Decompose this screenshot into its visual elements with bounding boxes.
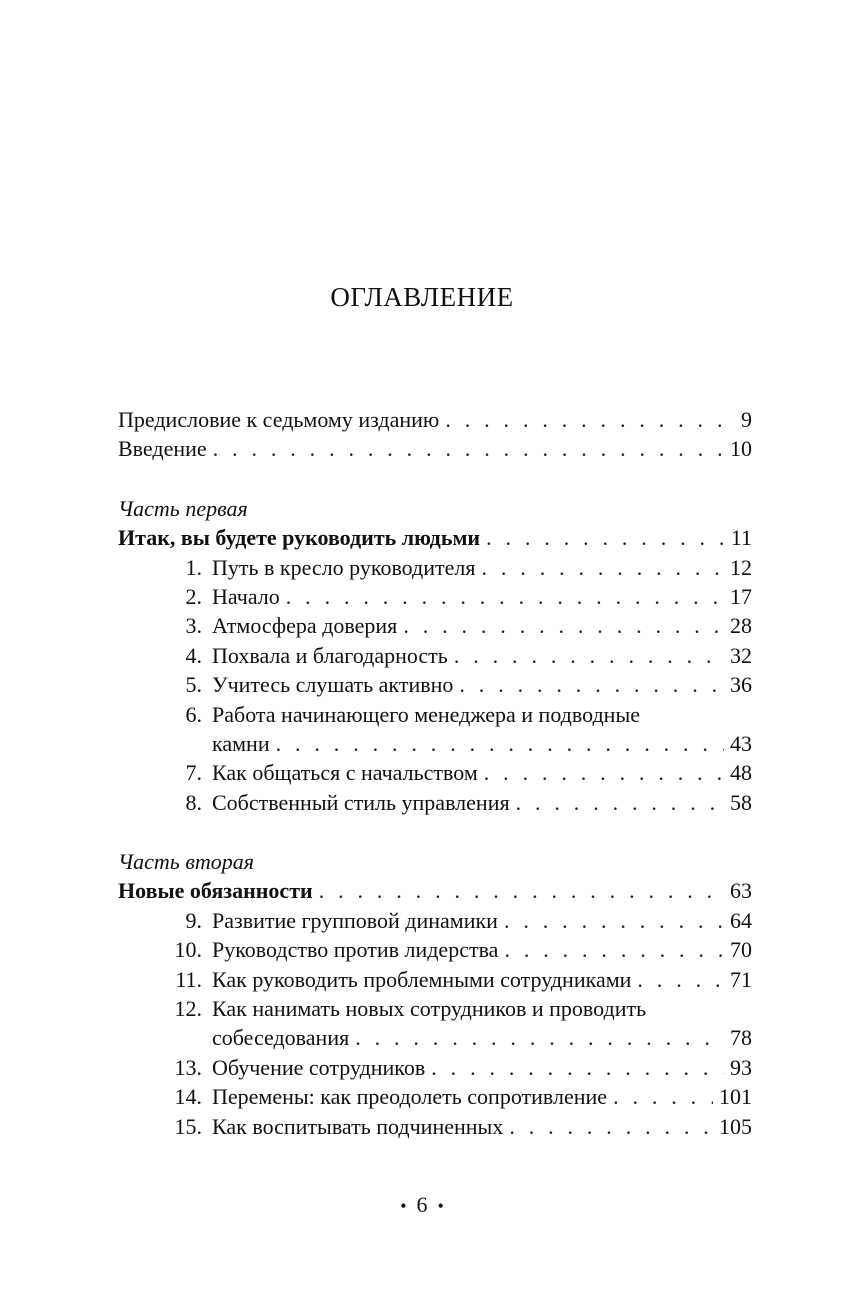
chapter-number: 8.: [185, 789, 202, 815]
toc-page-number: 12: [730, 554, 752, 580]
dot-leader: [504, 906, 724, 935]
chapter-title: Как воспитывать подчиненных: [212, 1113, 504, 1139]
toc-page-number: 93: [730, 1054, 752, 1080]
chapter-title: Собственный стиль управления: [212, 789, 510, 815]
dot-leader: [431, 1053, 724, 1082]
chapter-number: 10.: [174, 937, 202, 963]
toc-chapter: [118, 788, 752, 817]
toc-page-number: 63: [730, 878, 752, 904]
chapter-number: 1.: [185, 554, 202, 580]
toc-chapter: [118, 906, 752, 935]
dot-leader: [286, 582, 724, 611]
dot-leader: [213, 434, 724, 463]
chapter-title: Работа начинающего менеджера и подводные: [212, 701, 640, 727]
chapter-title-continuation: собеседования: [212, 1025, 350, 1051]
toc-page-number: 9: [741, 407, 752, 432]
toc-page-number: 43: [730, 730, 752, 756]
dot-leader: [516, 788, 724, 817]
toc-entry-preface: [118, 405, 752, 434]
toc-entry-text: Предисловие к седьмому изданию: [118, 407, 440, 432]
chapter-number: 7.: [185, 760, 202, 786]
dot-leader: [484, 758, 724, 787]
toc-page-number: 36: [730, 672, 752, 698]
toc-page-number: 105: [719, 1113, 752, 1139]
chapter-title: Похвала и благодарность: [212, 642, 448, 668]
chapter-number: 2.: [185, 583, 202, 609]
toc-page-number: 58: [730, 789, 752, 815]
dot-leader: [459, 670, 724, 699]
toc-chapter: [118, 1112, 752, 1141]
toc-chapter: [118, 700, 752, 729]
chapter-number: 6.: [185, 701, 202, 727]
chapter-number: 5.: [185, 672, 202, 698]
toc-chapter: [118, 1082, 752, 1111]
toc-chapter: [118, 611, 752, 640]
toc-chapter: [118, 582, 752, 611]
toc-page-number: 78: [730, 1025, 752, 1051]
toc-page-number: 10: [730, 436, 752, 462]
dot-leader: [403, 611, 724, 640]
dot-leader: [454, 641, 724, 670]
toc-chapter: [118, 965, 752, 994]
dot-leader: [509, 1112, 713, 1141]
chapter-number: 15.: [174, 1113, 202, 1139]
toc-chapter: [118, 553, 752, 582]
toc-page-number: 71: [730, 966, 752, 992]
bullet-icon: •: [437, 1196, 444, 1216]
page-footer: [0, 1192, 844, 1218]
chapter-title: Обучение сотрудников: [212, 1054, 426, 1080]
chapter-number: 14.: [174, 1084, 202, 1110]
part-label: Часть вторая: [118, 849, 254, 875]
toc-page-number: 64: [730, 907, 752, 933]
toc-page-number: 101: [719, 1084, 752, 1110]
toc-chapter-continuation: [118, 1023, 752, 1052]
chapter-title: Как общаться с начальством: [212, 760, 478, 786]
toc-page-number: 11: [730, 525, 752, 551]
chapter-title: Как руководить проблемными сотрудниками: [212, 966, 632, 992]
chapter-title-continuation: камни: [212, 730, 270, 756]
chapter-title: Перемены: как преодолеть сопротивление: [212, 1084, 608, 1110]
chapter-title: Учитесь слушать активно: [212, 672, 454, 698]
toc-chapter: [118, 670, 752, 699]
bullet-icon: •: [400, 1196, 407, 1216]
dot-leader: [637, 965, 724, 994]
chapter-title: Путь в кресло руководителя: [212, 554, 476, 580]
dot-leader: [504, 935, 724, 964]
chapter-number: 3.: [185, 613, 202, 639]
dot-leader: [482, 553, 725, 582]
chapter-title: Развитие групповой динамики: [212, 907, 498, 933]
part-title: Итак, вы будете руководить людьми: [118, 525, 481, 551]
table-of-contents: [118, 405, 752, 1141]
dot-leader: [486, 523, 725, 552]
chapter-number: 4.: [185, 642, 202, 668]
toc-chapter: [118, 1053, 752, 1082]
toc-part-title: [118, 876, 752, 905]
chapter-title: Начало: [212, 583, 280, 609]
toc-page-number: 17: [730, 583, 752, 609]
chapter-title: Руководство против лидерства: [212, 937, 499, 963]
chapter-number: 12.: [174, 996, 202, 1022]
page-number: 6: [416, 1192, 428, 1217]
dot-leader: [355, 1023, 724, 1052]
toc-chapter: [118, 994, 752, 1023]
chapter-title: Как нанимать новых сотрудников и проводить: [212, 996, 647, 1022]
toc-entry-introduction: [118, 434, 752, 463]
toc-part-title: [118, 523, 752, 552]
toc-page-number: 28: [730, 613, 752, 639]
page-title: ОГЛАВЛЕНИЕ: [330, 282, 514, 312]
toc-chapter: [118, 758, 752, 787]
toc-chapter: [118, 935, 752, 964]
chapter-title: Атмосфера доверия: [212, 613, 398, 639]
dot-leader: [445, 405, 735, 434]
toc-page-number: 70: [730, 937, 752, 963]
part-title: Новые обязанности: [118, 878, 313, 904]
toc-page-number: 32: [730, 642, 752, 668]
toc-page-number: 48: [730, 760, 752, 786]
toc-entry-text: Введение: [118, 436, 207, 462]
part-label: Часть первая: [118, 495, 248, 521]
chapter-number: 9.: [185, 907, 202, 933]
toc-chapter: [118, 641, 752, 670]
dot-leader: [319, 876, 724, 905]
chapter-number: 11.: [175, 966, 202, 992]
dot-leader: [613, 1082, 713, 1111]
toc-chapter-continuation: [118, 729, 752, 758]
chapter-number: 13.: [174, 1054, 202, 1080]
dot-leader: [276, 729, 724, 758]
